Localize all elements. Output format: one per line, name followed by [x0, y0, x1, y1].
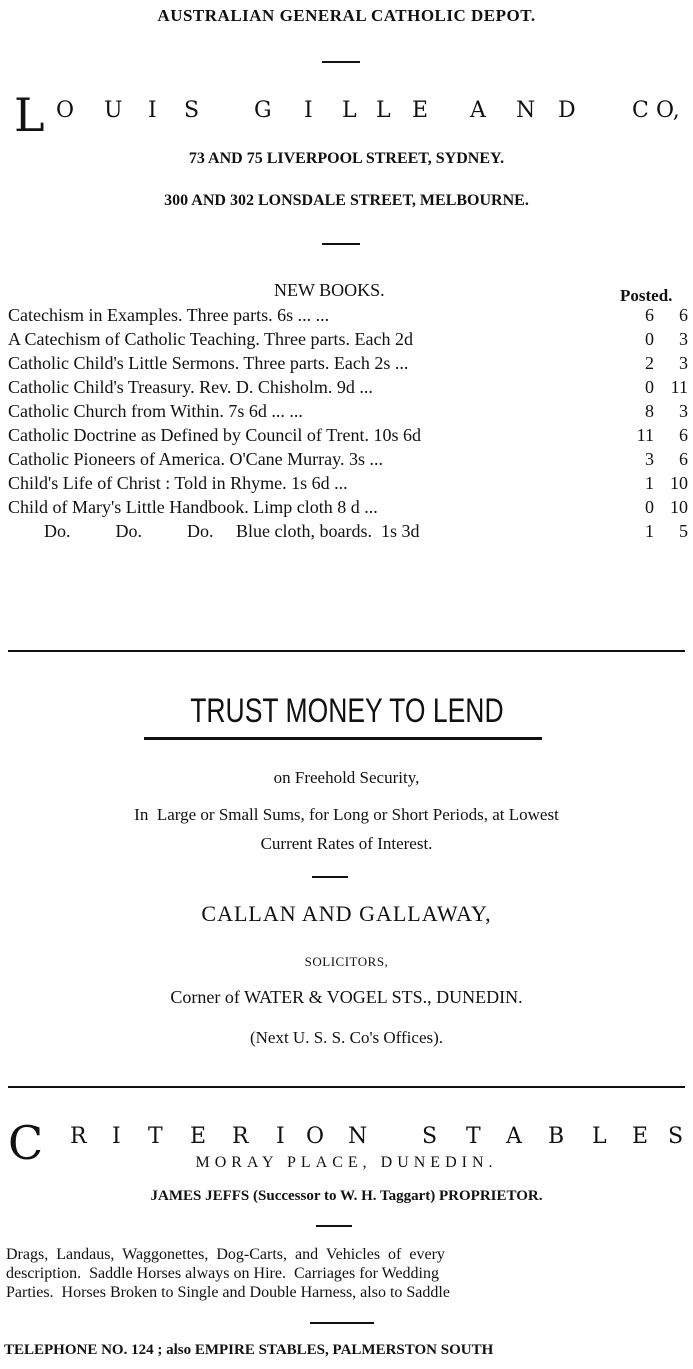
- price-pence: 11: [670, 376, 688, 397]
- book-title: Catholic Doctrine as Defined by Council of Trent. 10s 6d: [8, 424, 421, 445]
- stables-name-letter: S: [668, 1124, 684, 1149]
- book-row: [8, 423, 688, 447]
- depot-name-letter: O: [56, 98, 75, 123]
- depot-name-letter: N: [516, 98, 536, 123]
- depot-name-letter: I: [304, 98, 313, 123]
- firm-address: Corner of WATER & VOGEL STS., DUNEDIN.: [170, 987, 523, 1007]
- depot-name-initial: L: [14, 88, 45, 142]
- price-shillings: 6: [645, 304, 654, 325]
- book-row: [8, 399, 688, 423]
- book-title: Do. Do. Do. Blue cloth, boards. 1s 3d: [8, 520, 420, 541]
- price-shillings: 3: [645, 448, 654, 469]
- price-pence: 3: [679, 352, 688, 373]
- trust-title-text: TRUST MONEY TO LEND: [189, 692, 504, 730]
- firm-role: SOLICITORS,: [304, 954, 389, 969]
- book-row: [8, 303, 688, 327]
- trust-line-2: In Large or Small Sums, for Long or Short Periods, at Lowest: [134, 805, 559, 824]
- stables-name-letter: T: [148, 1124, 163, 1149]
- section-divider: [8, 1086, 685, 1088]
- firm-name: CALLAN AND GALLAWAY,: [201, 901, 492, 926]
- stables-name-letter: N: [348, 1124, 368, 1149]
- trust-line-1: on Freehold Security,: [273, 768, 420, 787]
- stables-name-letter: R: [232, 1124, 249, 1149]
- posted-label: Posted.: [620, 286, 673, 305]
- price-shillings: 1: [645, 472, 654, 493]
- firm-note: (Next U. S. S. Co's Offices).: [249, 1028, 444, 1047]
- stables-location: MORAY PLACE, DUNEDIN.: [195, 1154, 498, 1171]
- address-sydney: 73 AND 75 LIVERPOOL STREET, SYDNEY.: [188, 150, 505, 167]
- depot-name-letter: U: [104, 98, 123, 123]
- depot-heading: AUSTRALIAN GENERAL CATHOLIC DEPOT.: [157, 6, 536, 25]
- depot-name-letter: E: [412, 98, 429, 123]
- book-title: Catholic Child's Treasury. Rev. D. Chisholm. 9d ...: [8, 376, 373, 397]
- book-row: [8, 327, 688, 351]
- depot-name-letter: O,: [656, 98, 680, 123]
- divider: [322, 61, 360, 63]
- depot-name: [14, 88, 689, 142]
- book-row: [8, 351, 688, 375]
- price-pence: 6: [679, 424, 688, 445]
- price-pence: 10: [670, 472, 688, 493]
- trust-title: [0, 692, 693, 731]
- stables-name-letter: L: [592, 1124, 607, 1149]
- price-shillings: 1: [645, 520, 654, 541]
- section-divider: [8, 650, 685, 652]
- price-pence: 3: [679, 400, 688, 421]
- price-shillings: 0: [645, 328, 654, 349]
- stables-name-letter: E: [632, 1124, 649, 1149]
- depot-name-letter: L: [376, 98, 391, 123]
- book-title: Catholic Church from Within. 7s 6d ... ...: [8, 400, 303, 421]
- book-list: [8, 303, 688, 543]
- stables-name-letter: I: [276, 1124, 285, 1149]
- price-shillings: 2: [645, 352, 654, 373]
- stables-name-letter: B: [548, 1124, 565, 1149]
- price-pence: 5: [679, 520, 688, 541]
- price-pence: 6: [679, 304, 688, 325]
- price-shillings: 8: [645, 400, 654, 421]
- stables-telephone: TELEPHONE NO. 124 ; also EMPIRE STABLES, PALMERSTON SOUTH: [4, 1342, 494, 1358]
- price-pence: 10: [670, 496, 688, 517]
- stables-name-letter: R: [70, 1124, 87, 1149]
- book-row: [8, 447, 688, 471]
- section-title: NEW BOOKS.: [274, 280, 385, 300]
- book-title: Catechism in Examples. Three parts. 6s ... ...: [8, 304, 330, 325]
- depot-name-letter: A: [470, 98, 486, 123]
- divider: [312, 876, 348, 878]
- stables-body-2: description. Saddle Horses always on Hire. Carriages for Wedding: [6, 1265, 439, 1282]
- stables-name-initial: C: [8, 1116, 44, 1170]
- divider: [316, 1225, 352, 1227]
- depot-name-letter: I: [148, 98, 157, 123]
- book-row: [8, 519, 688, 543]
- book-title: Child of Mary's Little Handbook. Limp cloth 8 d ...: [8, 496, 378, 517]
- stables-body-3: Parties. Horses Broken to Single and Double Harness, also to Saddle: [6, 1284, 450, 1301]
- price-pence: 6: [679, 448, 688, 469]
- book-title: Child's Life of Christ : Told in Rhyme. 1s 6d ...: [8, 472, 348, 493]
- stables-name-letter: T: [466, 1124, 481, 1149]
- book-title: A Catechism of Catholic Teaching. Three parts. Each 2d: [8, 328, 413, 349]
- price-shillings: 0: [645, 376, 654, 397]
- stables-name-letter: A: [506, 1124, 522, 1149]
- stables-body-1: Drags, Landaus, Waggonettes, Dog-Carts, and Vehicles of every: [6, 1246, 445, 1263]
- depot-name-letter: C: [632, 98, 649, 123]
- address-melbourne: 300 AND 302 LONSDALE STREET, MELBOURNE.: [164, 192, 529, 209]
- book-row: [8, 495, 688, 519]
- price-shillings: 0: [645, 496, 654, 517]
- stables-name-letter: E: [190, 1124, 207, 1149]
- depot-name-letter: D: [558, 98, 576, 123]
- divider: [322, 243, 360, 245]
- stables-name-letter: I: [112, 1124, 121, 1149]
- depot-name-letter: G: [254, 98, 272, 123]
- stables-proprietor: JAMES JEFFS (Successor to W. H. Taggart) PROPRIETOR.: [150, 1188, 543, 1204]
- divider: [310, 1322, 374, 1324]
- book-title: Catholic Pioneers of America. O'Cane Murray. 3s ...: [8, 448, 383, 469]
- price-pence: 3: [679, 328, 688, 349]
- trust-title-underline: [144, 737, 542, 740]
- trust-line-3: Current Rates of Interest.: [260, 834, 433, 853]
- book-title: Catholic Child's Little Sermons. Three parts. Each 2s ...: [8, 352, 409, 373]
- book-row: [8, 471, 688, 495]
- stables-name-letter: S: [422, 1124, 438, 1149]
- price-shillings: 11: [636, 424, 654, 445]
- depot-name-letter: L: [342, 98, 357, 123]
- stables-name-letter: O: [306, 1124, 325, 1149]
- book-row: [8, 375, 688, 399]
- depot-name-letter: S: [184, 98, 200, 123]
